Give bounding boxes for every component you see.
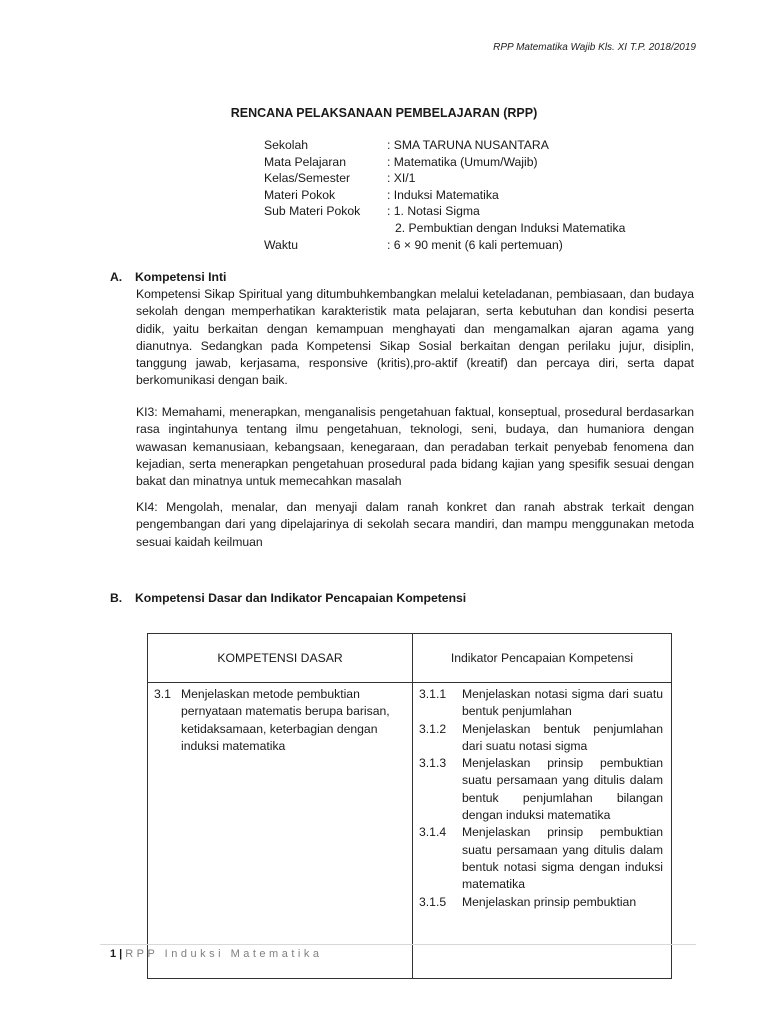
document-title: RENCANA PELAKSANAAN PEMBELAJARAN (RPP)	[230, 106, 538, 120]
paragraph-text: KI3: Memahami, menerapkan, menganalisis pengetahuan faktual, konseptual, prosedural berdasarkan rasa ingintahunya tentang ilmu pengetahuan, teknologi, seni, budaya, dan humaniora dengan wawasan kemanusiaan, kebangsaan, kenegaraan, dan peradaban terkait penyebab fenomena dan kejadian, serta menerapkan pengetahuan prosedural pada bidang kajian yang spesifik sesuai dengan bakat dan minatnya untuk memecahkan masalah	[136, 405, 694, 489]
indicator-number: 3.1.3	[419, 756, 447, 771]
meta-value: : Induksi Matematika	[387, 187, 499, 202]
table-header-row	[148, 634, 672, 683]
meta-label: Kelas/Semester	[264, 171, 351, 186]
indicator-item	[419, 894, 663, 911]
ki-sikap-paragraph	[136, 286, 694, 390]
kd-item	[154, 686, 404, 755]
indicator-text: Menjelaskan bentuk penjumlahan dari suatu notasi sigma	[462, 721, 663, 753]
indicator-number: 3.1.4	[419, 825, 447, 840]
kd-cell	[148, 683, 413, 979]
paragraph-text: Kompetensi Sikap Spiritual yang ditumbuhkembangkan melalui keteladanan, pembiasaan, dan budaya sekolah dengan memperhatikan karakteristik mata pelajaran, serta kebutuhan dan kondisi peserta didik, yaitu berkaitan dengan kemampuan menghayati dan mengamalkan ajaran agama yang dianutnya. Sedangkan pada Kompetensi Sikap Sosial berkaitan dengan perilaku jujur, disiplin, tanggung jawab, kerjasama, responsive (kritis),pro-aktif (kreatif) dan percaya diri, serta dapat berkomunikasi dengan baik.	[136, 287, 694, 388]
meta-label: Mata Pelajaran	[264, 154, 346, 169]
indicator-text: Menjelaskan prinsip pembuktian suatu persamaan yang ditulis dalam bentuk notasi sigma dengan induksi matematika	[462, 825, 663, 892]
ki4-paragraph	[136, 499, 694, 551]
meta-label: Waktu	[264, 237, 299, 252]
paragraph-text: KI4: Mengolah, menalar, dan menyaji dalam ranah konkret dan ranah abstrak terkait dengan pengembangan dari yang dipelajarinya di sekolah secara mandiri, dan mampu menggunakan metoda sesuai kaidah keilmuan	[136, 500, 694, 549]
indicator-text: Menjelaskan notasi sigma dari suatu bentuk penjumlahan	[462, 687, 663, 719]
indicator-cell	[413, 683, 672, 979]
indicator-text: Menjelaskan prinsip pembuktian	[462, 894, 637, 909]
footer-divider	[100, 944, 696, 945]
section-title: Kompetensi Inti	[135, 270, 227, 284]
indicator-item	[419, 686, 663, 721]
section-letter: B.	[110, 591, 123, 605]
meta-label: Sekolah	[264, 138, 309, 152]
running-header: RPP Matematika Wajib Kls. XI T.P. 2018/2019	[493, 42, 696, 53]
table-row	[148, 683, 672, 979]
section-letter: A.	[110, 270, 123, 284]
meta-value: : XI/1	[387, 171, 416, 186]
meta-value: : Matematika (Umum/Wajib)	[387, 154, 538, 169]
indicator-number: 3.1.5	[419, 894, 447, 909]
kd-indicator-table	[147, 633, 672, 979]
meta-value: : 6 × 90 menit (6 kali pertemuan)	[387, 237, 563, 252]
indicator-number: 3.1.1	[419, 687, 447, 701]
kd-number: 3.1	[154, 687, 171, 701]
meta-label: Sub Materi Pokok	[264, 204, 361, 219]
page-number: 1	[110, 948, 117, 960]
indicator-text: Menjelaskan prinsip pembuktian suatu persamaan yang ditulis dalam bentuk penjumlahan bilangan dengan induksi matematika	[462, 756, 663, 823]
meta-value: : SMA TARUNA NUSANTARA	[387, 138, 549, 152]
indicator-item	[419, 824, 663, 893]
table-header-kd: KOMPETENSI DASAR	[148, 634, 413, 683]
section-title: Kompetensi Dasar dan Indikator Pencapaian Kompetensi	[135, 591, 467, 605]
meta-value: 2. Pembuktian dengan Induksi Matematika	[395, 220, 626, 235]
kd-text: Menjelaskan metode pembuktian pernyataan matematis berupa barisan, ketidaksamaan, keterbagian dengan induksi matematika	[181, 687, 390, 753]
footer-separator: |	[119, 948, 123, 960]
footer-title: RPP Induksi Matematika	[125, 948, 323, 960]
meta-label: Materi Pokok	[264, 187, 336, 202]
indicator-number: 3.1.2	[419, 721, 447, 736]
table-header-indicator: Indikator Pencapaian Kompetensi	[413, 634, 672, 683]
section-a-heading	[110, 270, 226, 284]
ki3-paragraph	[136, 404, 694, 490]
section-b-heading	[110, 591, 466, 605]
indicator-item	[419, 721, 663, 756]
page-footer	[110, 948, 322, 960]
meta-value: : 1. Notasi Sigma	[387, 204, 480, 219]
indicator-item	[419, 755, 663, 824]
